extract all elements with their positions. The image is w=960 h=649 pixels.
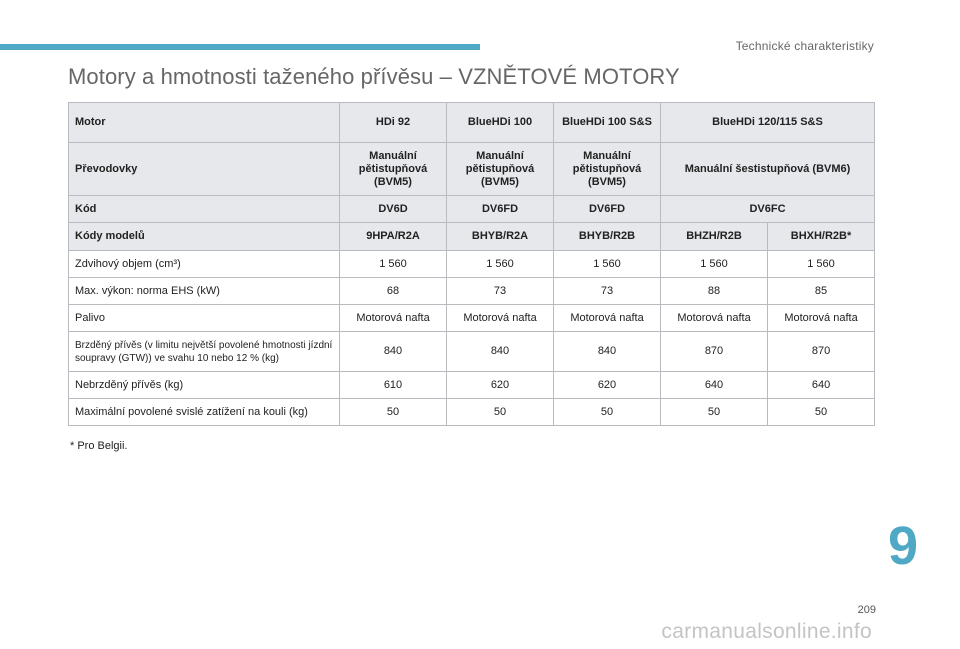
table-cell: BlueHDi 100 (447, 103, 554, 143)
table-cell: DV6FD (447, 196, 554, 223)
table-cell: 73 (554, 278, 661, 305)
table-cell: 1 560 (340, 251, 447, 278)
row-label: Nebrzděný přívěs (kg) (69, 372, 340, 399)
table-cell: 640 (661, 372, 768, 399)
engine-spec-table (68, 102, 875, 426)
table-cell: 88 (661, 278, 768, 305)
row-label: Zdvihový objem (cm³) (69, 251, 340, 278)
chapter-number: 9 (888, 516, 919, 576)
table-cell: 840 (554, 332, 661, 372)
table-cell: 870 (768, 332, 875, 372)
row-label: Motor (69, 103, 340, 143)
table-row-motor (69, 103, 875, 143)
table-row (69, 305, 875, 332)
table-cell: 840 (340, 332, 447, 372)
table-cell: 68 (340, 278, 447, 305)
table-cell: Manuální pětistupňová (BVM5) (340, 143, 447, 196)
row-label: Brzděný přívěs (v limitu největší povolené hmotnosti jízdní soupravy (GTW)) ve svahu 10 nebo 12 % (kg) (69, 332, 340, 372)
table-cell: DV6FD (554, 196, 661, 223)
table-cell: 620 (554, 372, 661, 399)
table-cell: Motorová nafta (447, 305, 554, 332)
table-cell: Motorová nafta (554, 305, 661, 332)
table-cell: 50 (554, 399, 661, 426)
table-cell: 85 (768, 278, 875, 305)
table-cell: 50 (447, 399, 554, 426)
watermark-text: carmanualsonline.info (661, 620, 872, 643)
table-row-model-codes (69, 223, 875, 251)
table-cell: 50 (661, 399, 768, 426)
table-cell: 870 (661, 332, 768, 372)
table-cell: BHZH/R2B (661, 223, 768, 251)
table-cell: 1 560 (661, 251, 768, 278)
page-number: 209 (857, 604, 876, 616)
page-title: Motory a hmotnosti taženého přívěsu – VZNĚTOVÉ MOTORY (68, 64, 680, 89)
table-cell: BHYB/R2A (447, 223, 554, 251)
row-label: Převodovky (69, 143, 340, 196)
table-cell: 620 (447, 372, 554, 399)
table-cell: BHXH/R2B* (768, 223, 875, 251)
table-cell: Motorová nafta (768, 305, 875, 332)
table-cell: BHYB/R2B (554, 223, 661, 251)
table-cell: Manuální šestistupňová (BVM6) (661, 143, 875, 196)
table-cell: DV6D (340, 196, 447, 223)
table-cell: 1 560 (554, 251, 661, 278)
table-cell: 50 (340, 399, 447, 426)
table-row (69, 278, 875, 305)
table-row (69, 372, 875, 399)
table-cell: 1 560 (447, 251, 554, 278)
table-row (69, 399, 875, 426)
table-cell: 50 (768, 399, 875, 426)
section-accent-bar (0, 44, 480, 50)
table-cell: Manuální pětistupňová (BVM5) (554, 143, 661, 196)
table-cell: Motorová nafta (661, 305, 768, 332)
table-cell: HDi 92 (340, 103, 447, 143)
table-cell: 610 (340, 372, 447, 399)
row-label: Palivo (69, 305, 340, 332)
section-name: Technické charakteristiky (735, 39, 874, 53)
row-label: Max. výkon: norma EHS (kW) (69, 278, 340, 305)
table-cell: BlueHDi 100 S&S (554, 103, 661, 143)
table-cell: 73 (447, 278, 554, 305)
table-cell: Motorová nafta (340, 305, 447, 332)
footnote: * Pro Belgii. (70, 440, 128, 452)
table-cell: 840 (447, 332, 554, 372)
table-row-gearbox (69, 143, 875, 196)
table-cell: Manuální pětistupňová (BVM5) (447, 143, 554, 196)
row-label: Kód (69, 196, 340, 223)
row-label: Kódy modelů (69, 223, 340, 251)
table-row (69, 332, 875, 372)
table-cell: 640 (768, 372, 875, 399)
table-cell: 9HPA/R2A (340, 223, 447, 251)
table-cell: DV6FC (661, 196, 875, 223)
table-row (69, 251, 875, 278)
table-cell: 1 560 (768, 251, 875, 278)
table-row-code (69, 196, 875, 223)
row-label: Maximální povolené svislé zatížení na kouli (kg) (69, 399, 340, 426)
table-cell: BlueHDi 120/115 S&S (661, 103, 875, 143)
